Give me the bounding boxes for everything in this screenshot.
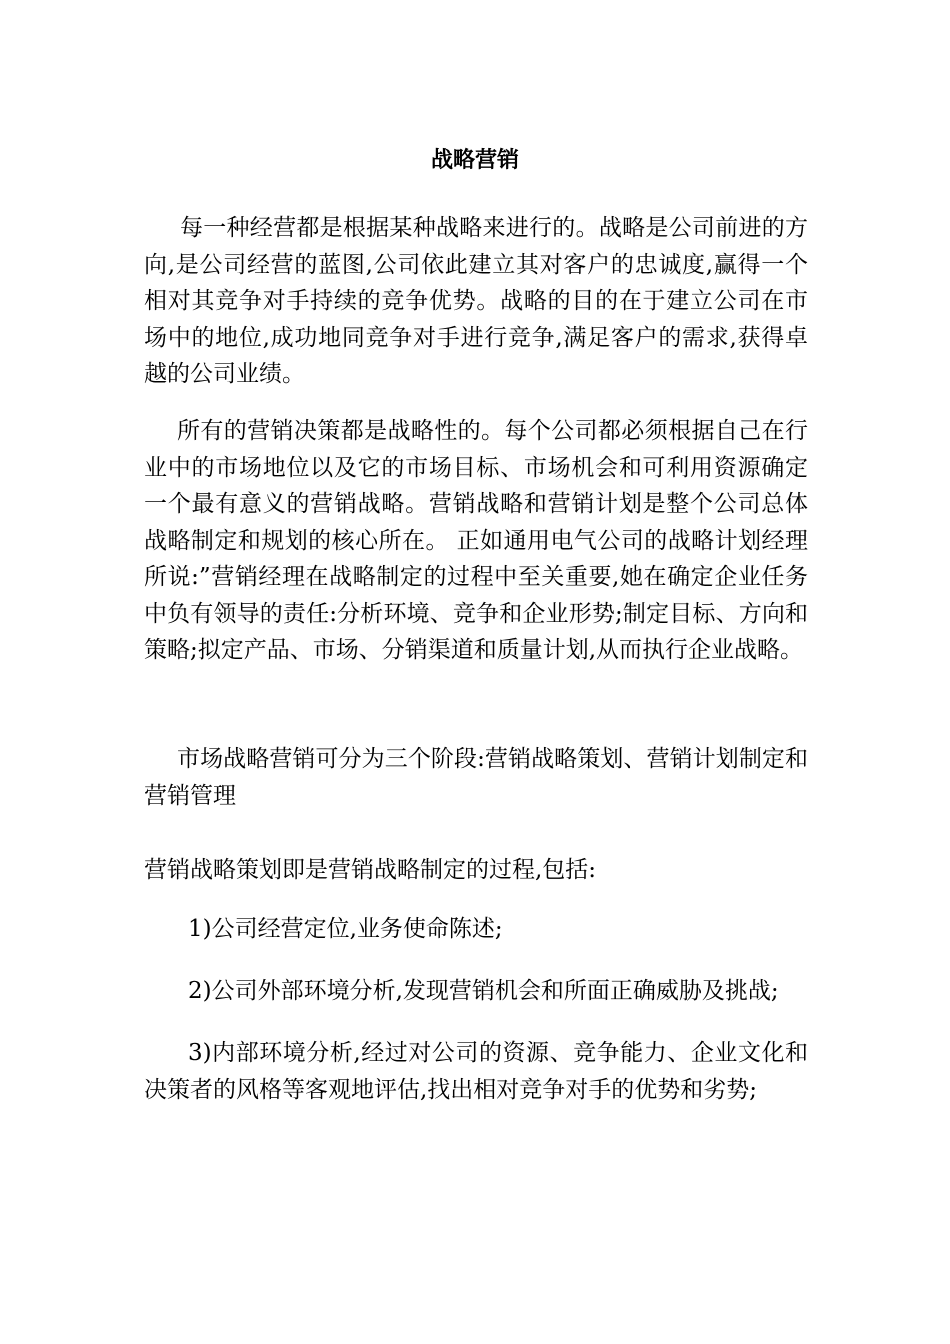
paragraph-marketing-decisions: 所有的营销决策都是战略性的。每个公司都必须根据自己在行业中的市场地位以及它的市场目标、市场机会和可利用资源确定一个最有意义的营销战略。营销战略和营销计划是整个公司总体战略制定和规划的核心所在。 正如通用电气公司的战略计划经理所说:”营销经理在战略制定的过程中至关重要,她在确定企业任务中负有领导的责任:分析环境、竞争和企业形势;制定目标、方向和策略;拟定产品、市场、分销渠道和质量计划,从而执行企业战略。	[144, 418, 808, 663]
paragraph-three-stages: 市场战略营销可分为三个阶段:营销战略策划、营销计划制定和营销管理	[144, 746, 808, 809]
list-item: 3)内部环境分析,经过对公司的资源、竞争能力、企业文化和决策者的风格等客观地评估,找出相对竞争对手的优势和劣势;	[144, 1040, 808, 1103]
paragraph-planning-intro: 营销战略策划即是营销战略制定的过程,包括:	[144, 857, 597, 883]
paragraph-strategy-definition: 每一种经营都是根据某种战略来进行的。战略是公司前进的方向,是公司经营的蓝图,公司依此建立其对客户的忠诚度,赢得一个相对其竞争对手持续的竞争优势。战略的目的在于建立公司在市场中的地位,成功地同竞争对手进行竞争,满足客户的需求,获得卓越的公司业绩。	[144, 215, 808, 387]
list-item: 1)公司经营定位,业务使命陈述;	[188, 916, 503, 942]
list-item: 2)公司外部环境分析,发现营销机会和所面正确威胁及挑战;	[188, 978, 779, 1004]
document-title: 战略营销	[430, 148, 519, 173]
